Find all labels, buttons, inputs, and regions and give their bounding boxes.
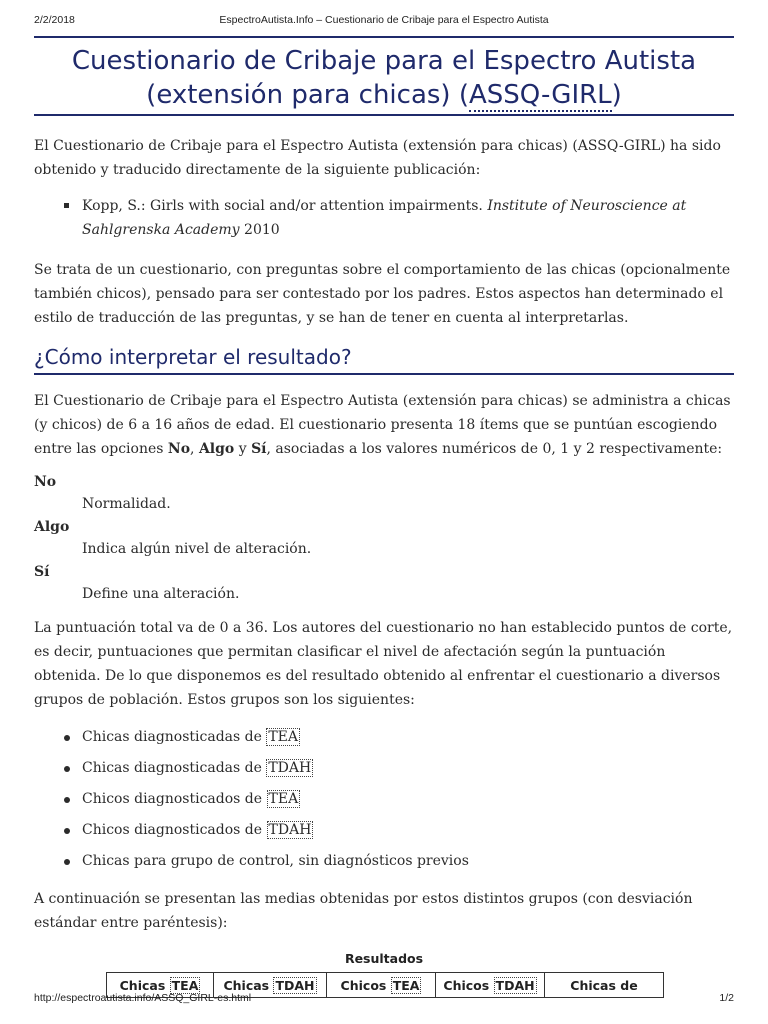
option-algo: Algo	[198, 441, 235, 457]
tdah-abbr[interactable]: TDAH	[268, 822, 312, 838]
table-caption: Resultados	[344, 951, 424, 966]
publication-item	[62, 194, 734, 242]
definition-desc: Define una alteración.	[82, 586, 240, 602]
table-header-cell	[436, 973, 545, 998]
intro-paragraph: El Cuestionario de Cribaje para el Espectro Autista (extensión para chicas) (ASSQ-GIRL) ha sido obtenido y traducido directamente de la siguiente publicación:	[34, 138, 721, 178]
scoring-paragraph: La puntuación total va de 0 a 36. Los autores del cuestionario no han establecido puntos de corte, es decir, puntuaciones que permitan clasificar el nivel de afectación según la puntuación obtenida. De lo que disponemos es del resultado obtenido al enfrentar el cuestionario a diversos grupos de población. Estos grupos son los siguientes:	[34, 620, 733, 708]
publication-year: 2010	[239, 222, 280, 238]
group-list	[62, 722, 734, 877]
print-date: 2/2/2018	[34, 14, 75, 26]
interpret-sep: y	[234, 441, 252, 457]
publication-venue: Institute of Neuroscience at Sahlgrenska Academy	[82, 198, 687, 238]
group-text: Chicas diagnosticadas de	[82, 760, 267, 776]
interpret-text-end: , asociadas a los valores numéricos de 0, 1 y 2 respectivamente:	[266, 441, 723, 457]
group-text: Chicos diagnosticados de	[82, 791, 267, 807]
tea-abbr[interactable]: TEA	[268, 729, 299, 745]
definition-desc: Normalidad.	[82, 496, 171, 512]
square-bullet-icon	[64, 203, 69, 208]
definition-list	[34, 471, 734, 606]
table-header-cell	[327, 973, 436, 998]
header-text: Chicas	[119, 978, 170, 993]
interpret-paragraph	[34, 389, 734, 461]
definition-term: Algo	[34, 519, 70, 535]
bullet-icon	[64, 735, 70, 741]
list-item	[62, 722, 734, 753]
definition-term: No	[34, 474, 57, 490]
interpret-text: El Cuestionario de Cribaje para el Espectro Autista (extensión para chicas) se administra a chicas (y chicos) de 6 a 16 años de edad. El cuestionario presenta 18 ítems que se puntúan escogiendo entre las opciones	[34, 393, 731, 457]
tdah-abbr[interactable]: TDAH	[495, 978, 535, 993]
tea-abbr[interactable]: TEA	[392, 978, 420, 993]
publication-list	[62, 194, 734, 242]
bullet-icon	[64, 797, 70, 803]
definition-term: Sí	[34, 564, 50, 580]
group-text: Chicos diagnosticados de	[82, 822, 267, 838]
tea-abbr[interactable]: TEA	[171, 978, 199, 993]
interpret-sep: ,	[190, 441, 199, 457]
page-title-line1: Cuestionario de Cribaje para el Espectro Autista	[71, 46, 697, 76]
list-item	[62, 846, 734, 877]
publication-authors: Kopp, S.: Girls with social and/or attention impairments.	[82, 198, 488, 214]
tea-abbr[interactable]: TEA	[268, 791, 299, 807]
article	[34, 36, 734, 998]
header-text: Chicos	[443, 978, 494, 993]
tdah-abbr[interactable]: TDAH	[268, 760, 312, 776]
header-text: Chicas de	[570, 978, 638, 993]
header-text: Chicos	[340, 978, 391, 993]
list-item	[62, 753, 734, 784]
tdah-abbr[interactable]: TDAH	[275, 978, 315, 993]
list-item	[62, 784, 734, 815]
group-text: Chicas diagnosticadas de	[82, 729, 267, 745]
header-text: Chicas	[223, 978, 274, 993]
table-header-cell	[545, 973, 664, 998]
bullet-icon	[64, 828, 70, 834]
definition-desc: Indica algún nivel de alteración.	[82, 541, 312, 557]
print-url: http://espectroautista.info/ASSQ_GIRL-es.html	[34, 992, 252, 1004]
option-no: No	[167, 441, 191, 457]
means-intro-paragraph: A continuación se presentan las medias obtenidas por estos distintos grupos (con desviación estándar entre paréntesis):	[34, 891, 693, 931]
list-item	[62, 815, 734, 846]
page-title	[34, 36, 734, 116]
section-title: ¿Cómo interpretar el resultado?	[34, 344, 734, 375]
bullet-icon	[64, 859, 70, 865]
assq-girl-abbr[interactable]: ASSQ-GIRL	[468, 80, 612, 110]
page-title-line2-pre: (extensión para chicas) (	[146, 80, 469, 110]
page-title-line2-post: )	[611, 80, 622, 110]
page-number: 1/2	[719, 992, 734, 1004]
description-paragraph: Se trata de un cuestionario, con preguntas sobre el comportamiento de las chicas (opcionalmente también chicos), pensado para ser contestado por los padres. Estos aspectos han determinado el estilo de traducción de las preguntas, y se han de tener en cuenta al interpretarlas.	[34, 262, 731, 326]
bullet-icon	[64, 766, 70, 772]
option-si: Sí	[251, 441, 267, 457]
group-text: Chicas para grupo de control, sin diagnósticos previos	[82, 853, 469, 869]
print-title: EspectroAutista.Info – Cuestionario de Cribaje para el Espectro Autista	[219, 14, 549, 26]
